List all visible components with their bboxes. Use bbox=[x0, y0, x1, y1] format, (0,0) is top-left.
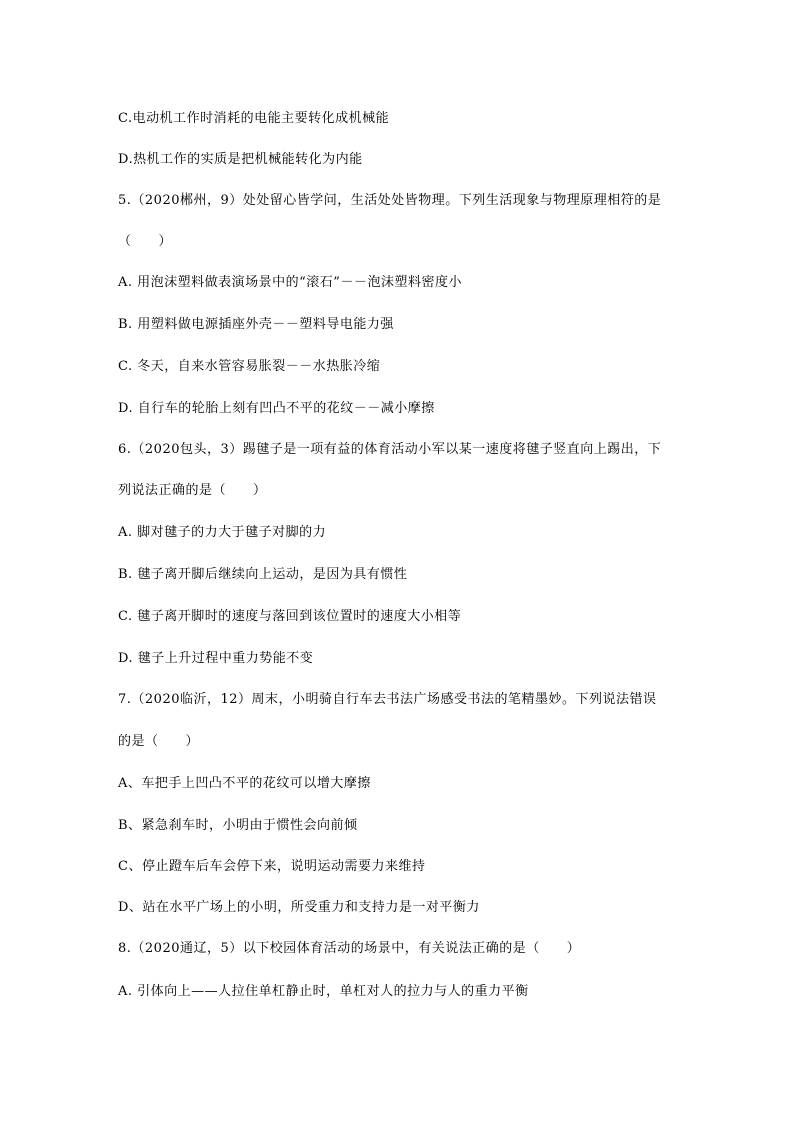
text-line-question-7-cont: 的是（ ） bbox=[118, 734, 200, 749]
text-line-q5-option-a: A. 用泡沫塑料做表演场景中的“滚石”－－泡沫塑料密度小 bbox=[118, 275, 462, 290]
text-line-q5-option-b: B. 用塑料做电源插座外壳－－塑料导电能力强 bbox=[118, 317, 394, 332]
text-line-question-5: 5.（2020郴州，9）处处留心皆学问，生活处处皆物理。下列生活现象与物理原理相符的是 bbox=[118, 193, 662, 208]
text-line-q6-option-a: A. 脚对毽子的力大于毽子对脚的力 bbox=[118, 525, 327, 540]
text-line-q7-option-c: C、停止蹬车后车会停下来，说明运动需要力来维持 bbox=[118, 859, 426, 874]
text-line-question-7: 7.（2020临沂，12）周末，小明骑自行车去书法广场感受书法的笔精墨妙。下列说法错误 bbox=[118, 692, 657, 707]
text-line-option-d-q4: D.热机工作的实质是把机械能转化为内能 bbox=[118, 152, 363, 167]
text-line-question-6-cont: 列说法正确的是（ ） bbox=[118, 483, 267, 498]
text-line-q7-option-a: A、车把手上凹凸不平的花纹可以增大摩擦 bbox=[118, 776, 371, 791]
text-line-q6-option-c: C. 毽子离开脚时的速度与落回到该位置时的速度大小相等 bbox=[118, 609, 462, 624]
text-line-q8-option-a: A. 引体向上——人拉住单杠静止时，单杠对人的拉力与人的重力平衡 bbox=[118, 984, 529, 999]
text-line-q6-option-b: B. 毽子离开脚后继续向上运动，是因为具有惯性 bbox=[118, 567, 408, 582]
text-line-q7-option-d: D、站在水平广场上的小明，所受重力和支持力是一对平衡力 bbox=[118, 900, 480, 915]
text-line-question-8: 8.（2020通辽，5）以下校园体育活动的场景中，有关说法正确的是（ ） bbox=[118, 941, 581, 956]
text-line-q5-option-d: D. 自行车的轮胎上刻有凹凸不平的花纹－－减小摩擦 bbox=[118, 401, 435, 416]
text-line-question-6: 6.（2020包头，3）踢毽子是一项有益的体育活动小军以某一速度将毽子竖直向上踢出，下 bbox=[118, 442, 662, 457]
text-line-question-5-blank: （ ） bbox=[118, 234, 173, 249]
text-line-q6-option-d: D. 毽子上升过程中重力势能不变 bbox=[118, 651, 314, 666]
text-line-q5-option-c: C. 冬天，自来水管容易胀裂－－水热胀冷缩 bbox=[118, 359, 381, 374]
text-line-option-c-q4: C.电动机工作时消耗的电能主要转化成机械能 bbox=[118, 111, 390, 126]
text-line-q7-option-b: B、紧急刹车时，小明由于惯性会向前倾 bbox=[118, 818, 358, 833]
